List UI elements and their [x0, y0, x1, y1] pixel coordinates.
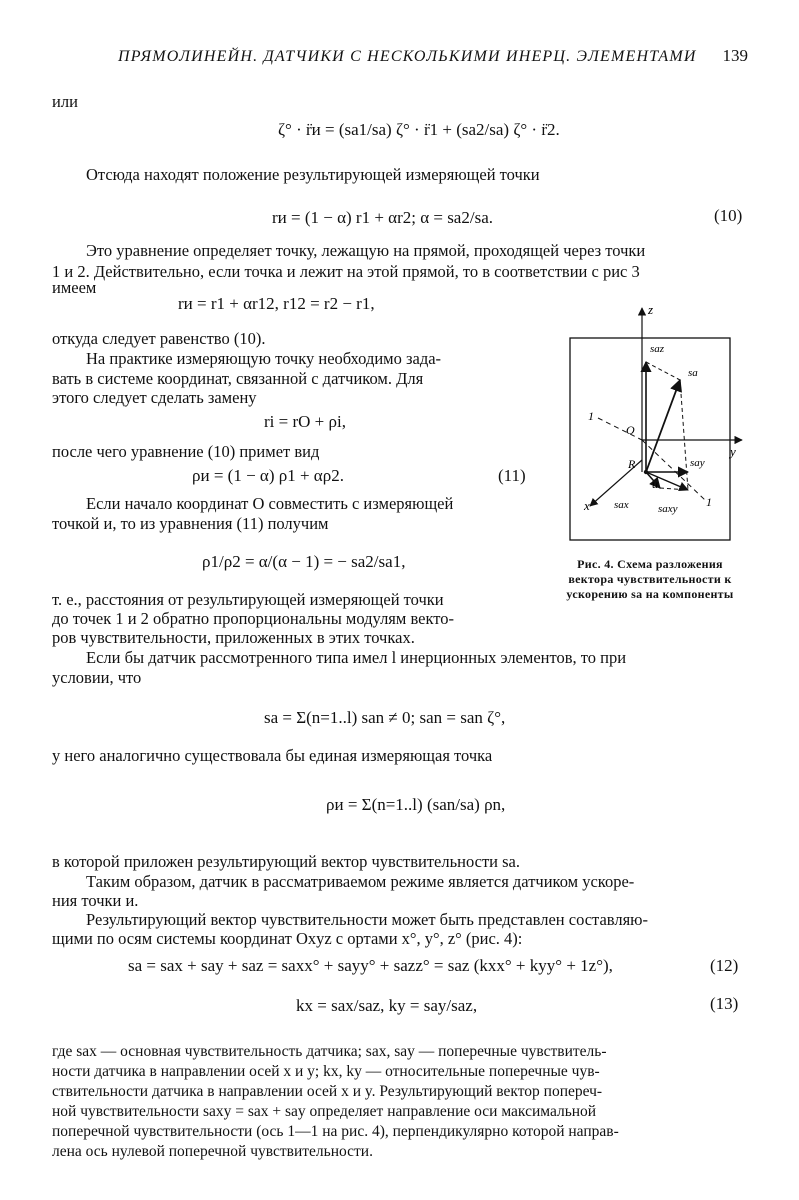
- label-y: y: [730, 444, 736, 459]
- equation-11: [192, 466, 344, 486]
- figure-4-diagram: [560, 300, 750, 545]
- label-sax: sax: [614, 499, 629, 511]
- paragraph-5: после чего уравнение (10) примет вид: [52, 442, 320, 461]
- running-title: ПРЯМОЛИНЕЙН. ДАТЧИКИ С НЕСКОЛЬКИМИ ИНЕРЦ. ЭЛЕМЕНТАМИ: [118, 48, 697, 65]
- equation-13-number: (13): [710, 994, 739, 1013]
- equation-rho-u: [326, 774, 505, 836]
- equation-11-number: (11): [498, 466, 526, 485]
- equation-12-number: (12): [710, 956, 739, 975]
- equation-rho-u-text: ρи = Σ(n=1..l) (san/sa) ρn,: [326, 795, 506, 814]
- paragraph-4-line-3: этого следует сделать замену: [52, 388, 257, 407]
- equation-zeta-text: ζ° · r̈и = (sa1/sa) ζ° · r̈1 + (sa2/sa) ζ° · r̈2.: [278, 120, 560, 139]
- paragraph-7-line-3: ров чувствительности, приложенных в этих точках.: [52, 628, 415, 647]
- paragraph-13-line-4: ной чувствительности saxy = sax + say определяет направление оси максимальной: [52, 1103, 597, 1120]
- page-number: 139: [722, 46, 748, 65]
- paragraph-4-line-1: На практике измеряющую точку необходимо зада-: [86, 349, 442, 368]
- paragraph-9: у него аналогично существовала бы единая измеряющая точка: [52, 746, 493, 765]
- paragraph-6-line-2: точкой и, то из уравнения (11) получим: [52, 514, 329, 533]
- word-ili: или: [52, 92, 78, 111]
- running-header: [118, 48, 748, 74]
- measuring-point: [644, 470, 648, 474]
- equation-r: [178, 294, 375, 314]
- label-saz: saz: [650, 343, 665, 355]
- label-one-a: 1: [588, 409, 594, 423]
- label-sa: sa: [688, 367, 698, 379]
- paragraph-7-line-1: т. е., расстояния от результирующей измеряющей точки: [52, 590, 444, 609]
- equation-zeta: [278, 108, 560, 152]
- paragraph-2-line-2: 1 и 2. Действительно, если точка и лежит на этой прямой, то в соответствии с рис 3: [52, 262, 640, 281]
- equation-rho-ratio-text: ρ1/ρ2 = α/(α − 1) = − sa2/sa1,: [202, 552, 406, 571]
- label-origin: O: [626, 423, 635, 437]
- paragraph-11-line-2: ния точки и.: [52, 891, 139, 910]
- equation-ri-text: ri = rO + ρi,: [264, 412, 346, 431]
- paragraph-10: в которой приложен результирующий вектор чувствительности sa.: [52, 852, 520, 871]
- equation-11-text: ρи = (1 − α) ρ1 + αρ2.: [192, 466, 344, 485]
- label-saxy: saxy: [658, 503, 678, 515]
- equation-13-text: kx = sax/saz, ky = say/saz,: [296, 996, 478, 1015]
- paragraph-13-line-3: ствительности датчика в направлении осей x и y. Результирующий вектор попереч-: [52, 1083, 603, 1100]
- projection-dash-1: [680, 380, 688, 490]
- equation-13: [296, 984, 477, 1028]
- equation-10-number: (10): [714, 206, 743, 225]
- paragraph-4-line-2: вать в системе координат, связанной с датчиком. Для: [52, 369, 424, 388]
- paragraph-1: Отсюда находят положение результирующей измеряющей точки: [86, 165, 540, 184]
- paragraph-7-line-2: до точек 1 и 2 обратно пропорциональны модулям векто-: [52, 609, 455, 628]
- label-say: say: [690, 457, 705, 469]
- figure-4-caption: Рис. 4. Схема разложения вектора чувствительности к ускорению sa на компоненты: [566, 557, 734, 601]
- equation-sa-sum-text: sa = Σ(n=1..l) san ≠ 0; san = san ζ°,: [264, 708, 506, 727]
- equation-12-text: sa = sax + say + saz = saxx° + sayy° + sazz° = saz (kxx° + kyy° + 1z°),: [128, 956, 613, 975]
- equation-rho-ratio: [202, 540, 405, 584]
- paragraph-8-line-2: условии, что: [52, 668, 142, 687]
- equation-sa-sum: [264, 690, 505, 746]
- paragraph-12-line-1: Результирующий вектор чувствительности может быть представлен составляю-: [86, 910, 649, 929]
- paragraph-12-line-2: щими по осям системы координат Oxyz с ортами x°, y°, z° (рис. 4):: [52, 929, 523, 948]
- paragraph-2-line-1: Это уравнение определяет точку, лежащую на прямой, проходящей через точки: [86, 241, 646, 260]
- equation-12: [128, 956, 613, 976]
- sensor-frame: [570, 338, 730, 540]
- label-x: x: [584, 498, 590, 513]
- paragraph-11-line-1: Таким образом, датчик в рассматриваемом режиме является датчиком ускоре-: [86, 872, 635, 891]
- equation-10-text: rи = (1 − α) r1 + αr2; α = sa2/sa.: [272, 208, 493, 227]
- paragraph-13-line-6: лена ось нулевой поперечной чувствительности.: [52, 1143, 373, 1160]
- label-R: R: [628, 457, 636, 471]
- paragraph-2-line-3: имеем: [52, 278, 97, 297]
- paragraph-8-line-1: Если бы датчик рассмотренного типа имел l инерционных элементов, то при: [86, 648, 627, 667]
- label-z: z: [648, 302, 654, 317]
- label-u: и: [652, 477, 658, 491]
- paragraph-6-line-1: Если начало координат O совместить с измеряющей: [86, 494, 454, 513]
- equation-10: [272, 198, 493, 238]
- paragraph-13-line-2: ности датчика в направлении осей x и y; kx, ky — относительные поперечные чув-: [52, 1063, 600, 1080]
- paragraph-13-line-1: где sax — основная чувствительность датчика; sax, say — поперечные чувствитель-: [52, 1043, 607, 1060]
- label-one-b: 1: [706, 495, 712, 509]
- paragraph-3: откуда следует равенство (10).: [52, 329, 266, 348]
- projection-dash-2: [646, 362, 680, 380]
- equation-r-text: rи = r1 + αr12, r12 = r2 − r1,: [178, 294, 375, 313]
- vector-sa: [646, 380, 680, 472]
- axis-1-1-upper: [598, 418, 642, 440]
- equation-ri: [264, 412, 346, 432]
- axis-1-1-lower: [642, 440, 705, 500]
- paragraph-13-line-5: поперечной чувствительности (ось 1—1 на рис. 4), перпендикулярно которой направ-: [52, 1123, 619, 1140]
